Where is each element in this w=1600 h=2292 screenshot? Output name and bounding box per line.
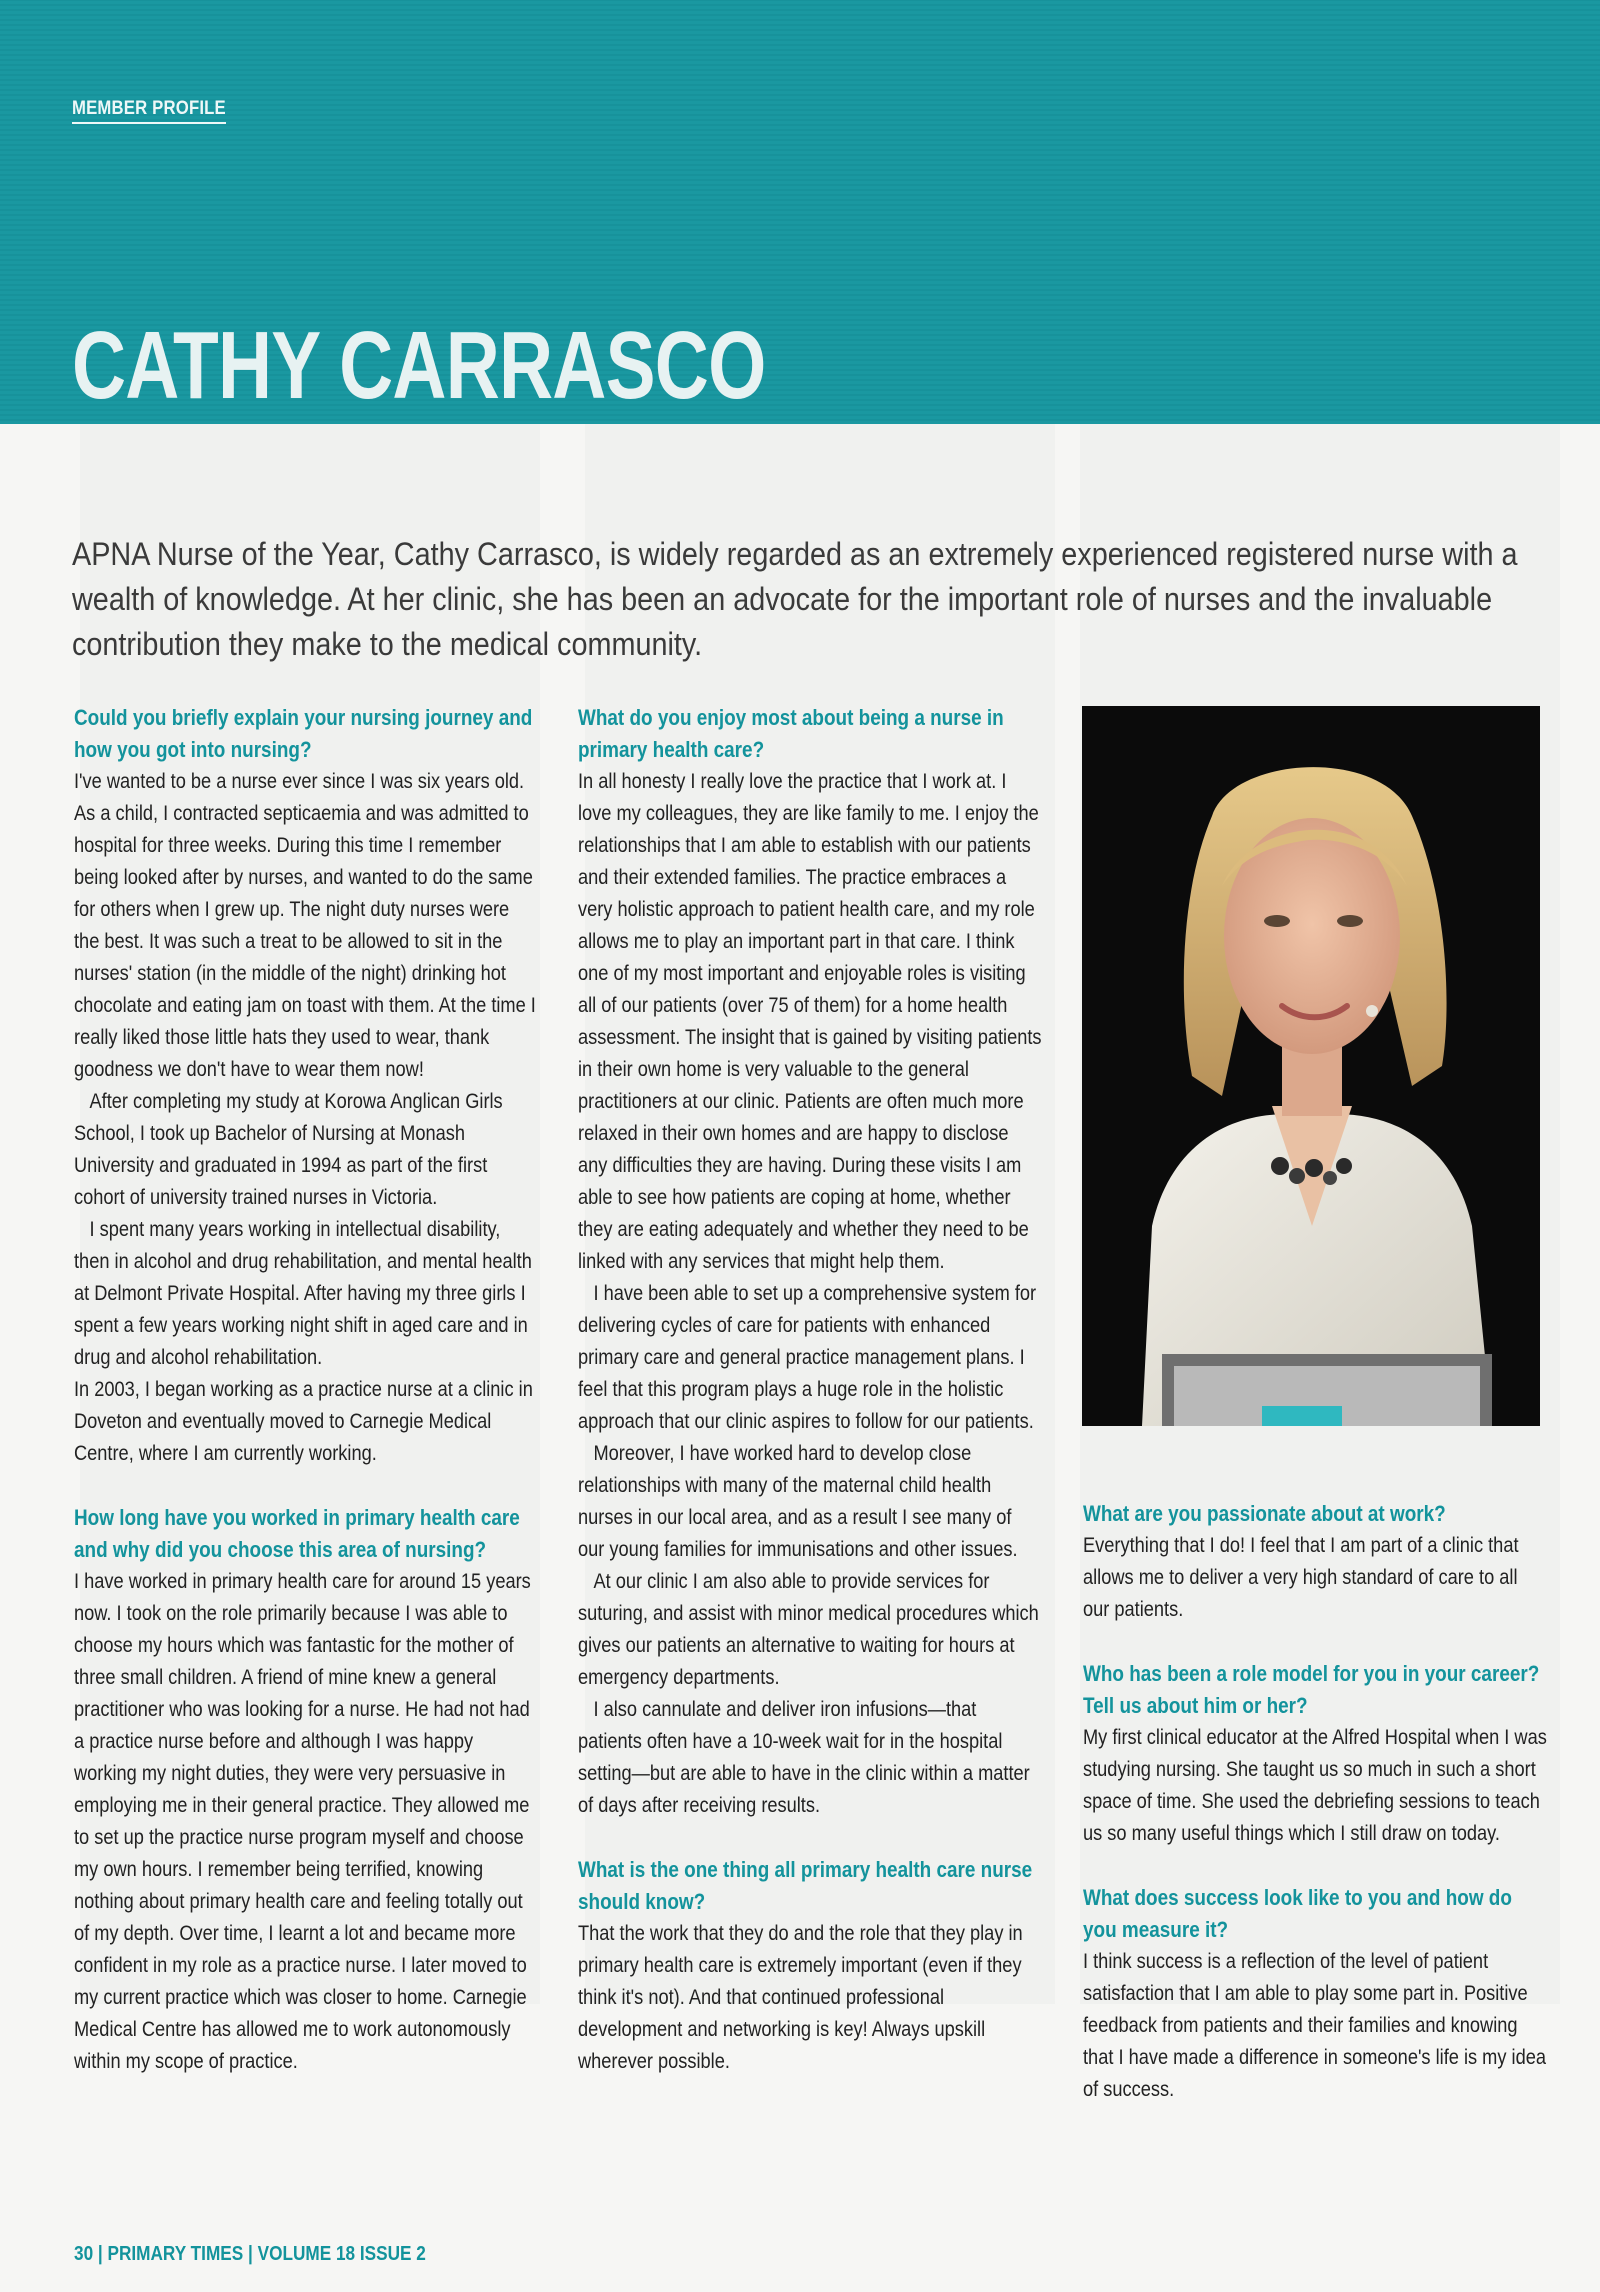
answer-paragraph: I have been able to set up a comprehensive system for delivering cycles of care for patients with enhanced primary care and general practice management plans. I feel that this program plays a huge role in the holistic approach that our clinic aspires to follow for our patients. [578,1282,1037,1433]
answer-paragraph: Moreover, I have worked hard to develop close relationships with many of the maternal child health nurses in our local area, and as a result I see many of our young families for immunisations and other issues. [578,1442,1018,1561]
column-middle [578,702,1042,2078]
answer-paragraph: Everything that I do! I feel that I am part of a clinic that allows me to deliver a very high standard of care to all our patients. [1083,1534,1519,1621]
page-footer [74,2243,426,2266]
answer-paragraph: I've wanted to be a nurse ever since I was six years old. As a child, I contracted septicaemia and was admitted to hospital for three weeks. During this time I remember being looked after by nurses, and wanted to do the same for others when I grew up. The night duty nurses were the best. It was such a treat to be allowed to sit in the nurses' station (in the middle of the night) drinking hot chocolate and eating jam on toast with them. At the time I really liked those little hats they used to wear, thank goodness we don't have to wear them now! [74,770,536,1081]
question-heading: What is the one thing all primary health care nurse should know? [578,1857,1033,1914]
question-heading: What does success look like to you and how do you measure it? [1083,1885,1512,1942]
answer-paragraph: I spent many years working in intellectual disability, then in alcohol and drug rehabilitation, and mental health at Delmont Private Hospital. After having my three girls I spent a few years working night shift in aged care and in drug and alcohol rehabilitation. [74,1218,532,1369]
profile-name: CATHY CARRASCO [72,312,766,419]
section-label: MEMBER PROFILE [72,98,226,124]
column-right [1083,1498,1551,2106]
column-left [74,702,534,2078]
answer-paragraph: My first clinical educator at the Alfred Hospital when I was studying nursing. She taught us so much in such a short space of time. She used the debriefing sessions to teach us so many useful things which I still draw on today. [1083,1726,1547,1845]
answer-paragraph: After completing my study at Korowa Anglican Girls School, I took up Bachelor of Nursing at Monash University and graduated in 1994 as part of the first cohort of university trained nurses in Victoria. [74,1090,503,1209]
portrait-illustration [1082,706,1540,1426]
answer-paragraph: I think success is a reflection of the level of patient satisfaction that I am able to play some part in. Positive feedback from patients and their families and knowing that I have made a difference in someone's life is my idea of success. [1083,1950,1546,2101]
portrait-photo [1082,706,1540,1426]
answer-paragraph: In 2003, I began working as a practice nurse at a clinic in Doveton and eventually moved to Carnegie Medical Centre, where I am currently working. [74,1378,533,1465]
answer-paragraph: I also cannulate and deliver iron infusions—that patients often have a 10-week wait for in the hospital setting—but are able to have in the clinic within a matter of days after receiving results. [578,1698,1030,1817]
footer-separator: | [248,2243,258,2265]
footer-separator: | [97,2243,108,2265]
question-heading: What do you enjoy most about being a nurse in primary health care? [578,705,1004,762]
answer-paragraph: That the work that they do and the role that they play in primary health care is extremely important (even if they think it's not). And that continued professional development and networking is key! Always upskill wherever possible. [578,1922,1023,2073]
question-heading: How long have you worked in primary health care and why did you choose this area of nursing? [74,1505,520,1562]
page-number: 30 [74,2243,94,2265]
intro-paragraph: APNA Nurse of the Year, Cathy Carrasco, is widely regarded as an extremely experienced registered nurse with a wealth of knowledge. At her clinic, she has been an advocate for the important role of nurses and the invaluable contribution they make to the medical community. [72,536,1518,662]
publication-name: PRIMARY TIMES [107,2243,244,2265]
answer-paragraph: In all honesty I really love the practice that I work at. I love my colleagues, they are like family to me. I enjoy the relationships that I am able to establish with our patients and their extended families. The practice embraces a very holistic approach to patient health care, and my role allows me to play an important part in that care. I think one of my most important and enjoyable roles is visiting all of our patients (over 75 of them) for a home health assessment. The insight that is gained by visiting patients in their own home is very valuable to the general practitioners at our clinic. Patients are often much more relaxed in their own homes and are happy to disclose any difficulties they are having. During these visits I am able to see how patients are coping at home, whether they are eating adequately and whether they need to be linked with any services that might help them. [578,770,1042,1273]
answer-paragraph: I have worked in primary health care for around 15 years now. I took on the role primarily because I was able to choose my hours which was fantastic for the mother of three small children. A friend of mine knew a general practitioner who was looking for a nurse. He had not had a practice nurse before and although I was happy working my night duties, they were very persuasive in employing me in their general practice. They allowed me to set up the practice nurse program myself and choose my own hours. I remember being terrified, knowing nothing about primary health care and feeling totally out of my depth. Over time, I learnt a lot and became more confident in my role as a practice nurse. I later moved to my current practice which was closer to home. Carnegie Medical Centre has allowed me to work autonomously within my scope of practice. [74,1570,531,2073]
question-heading: Who has been a role model for you in your career? Tell us about him or her? [1083,1661,1540,1718]
answer-paragraph: At our clinic I am also able to provide services for suturing, and assist with minor medical procedures which gives our patients an alternative to waiting for hours at emergency departments. [578,1570,1039,1689]
question-heading: What are you passionate about at work? [1083,1501,1446,1526]
question-heading: Could you briefly explain your nursing journey and how you got into nursing? [74,705,533,762]
issue-label: VOLUME 18 ISSUE 2 [257,2243,426,2265]
